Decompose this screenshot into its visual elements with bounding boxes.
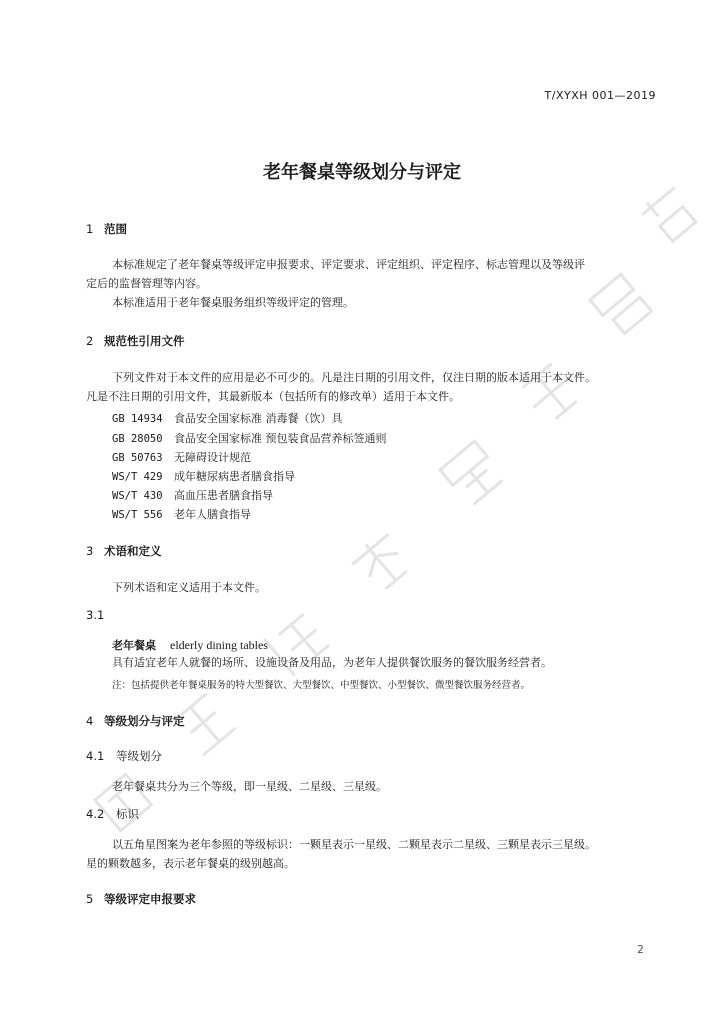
section-3-paragraph: 下列术语和定义适用于本文件。 xyxy=(112,581,266,594)
subsection-3-1-number: 3.1 xyxy=(86,608,105,622)
reference-item xyxy=(112,430,387,446)
reference-item xyxy=(112,410,343,426)
page-number: 2 xyxy=(637,943,644,956)
reference-name: 老年人膳食指导 xyxy=(174,508,251,521)
reference-code: GB 50763 xyxy=(112,452,163,464)
document-code-header: T/XYXH 001—2019 xyxy=(544,89,656,102)
reference-code: GB 28050 xyxy=(112,433,163,445)
section-1-paragraph-1-line-2: 定后的监督管理等内容。 xyxy=(86,277,207,290)
section-4-heading xyxy=(86,713,185,729)
section-title: 等级划分与评定 xyxy=(104,714,185,728)
subsection-4-2-heading xyxy=(86,806,139,822)
section-number: 1 xyxy=(86,222,94,236)
subsection-4-1-heading xyxy=(86,748,162,764)
section-title: 术语和定义 xyxy=(104,544,162,558)
section-1-paragraph-2: 本标准适用于老年餐桌服务组织等级评定的管理。 xyxy=(112,296,354,309)
reference-name: 高血压患者膳食指导 xyxy=(174,489,273,502)
section-2-paragraph-line-1: 下列文件对于本文件的应用是必不可少的。凡是注日期的引用文件，仅注日期的版本适用于本文件。 xyxy=(112,371,596,384)
reference-item xyxy=(112,468,295,484)
reference-name: 食品安全国家标准 消毒餐（饮）具 xyxy=(174,412,343,425)
reference-name: 食品安全国家标准 预包装食品营养标签通则 xyxy=(174,432,387,445)
section-title: 范围 xyxy=(104,222,127,236)
section-3-heading xyxy=(86,543,162,559)
reference-name: 成年糖尿病患者膳食指导 xyxy=(174,470,295,483)
reference-item xyxy=(112,449,251,465)
subsection-title: 标识 xyxy=(116,807,139,821)
subsection-4-2-paragraph-line-2: 星的颗数越多，表示老年餐桌的级别越高。 xyxy=(86,857,295,870)
term-entry xyxy=(112,637,268,653)
section-title: 等级评定申报要求 xyxy=(104,892,196,906)
term-definition: 具有适宜老年人就餐的场所、设施设备及用品，为老年人提供餐饮服务的餐饮服务经营者。 xyxy=(112,656,552,669)
section-2-paragraph-line-2: 凡是不注日期的引用文件，其最新版本（包括所有的修改单）适用于本文件。 xyxy=(86,390,460,403)
section-1-paragraph-1-line-1: 本标准规定了老年餐桌等级评定申报要求、评定要求、评定组织、评定程序、标志管理以及等级评 xyxy=(112,258,585,271)
section-number: 2 xyxy=(86,334,94,348)
term-chinese: 老年餐桌 xyxy=(112,639,156,652)
section-5-heading xyxy=(86,891,196,907)
subsection-number: 4.2 xyxy=(86,807,105,821)
reference-code: WS/T 556 xyxy=(112,509,163,521)
reference-item xyxy=(112,506,251,522)
subsection-number: 4.1 xyxy=(86,749,105,763)
section-title: 规范性引用文件 xyxy=(104,334,185,348)
reference-name: 无障碍设计规范 xyxy=(174,451,251,464)
subsection-4-2-paragraph-line-1: 以五角星图案为老年参照的等级标识：一颗星表示一星级、二颗星表示二星级、三颗星表示三星级。 xyxy=(112,838,596,851)
term-english: elderly dining tables xyxy=(170,638,268,652)
reference-item xyxy=(112,487,273,503)
reference-code: GB 14934 xyxy=(112,413,163,425)
term-note: 注：包括提供老年餐桌服务的特大型餐饮、大型餐饮、中型餐饮、小型餐饮、微型餐饮服务经营者。 xyxy=(112,680,531,691)
reference-code: WS/T 429 xyxy=(112,471,163,483)
subsection-4-1-paragraph: 老年餐桌共分为三个等级，即一星级、二星级、三星级。 xyxy=(112,780,387,793)
section-number: 4 xyxy=(86,714,94,728)
section-1-heading xyxy=(86,221,127,237)
document-title: 老年餐桌等级划分与评定 xyxy=(263,162,461,183)
section-2-heading xyxy=(86,333,185,349)
section-number: 5 xyxy=(86,892,94,906)
section-number: 3 xyxy=(86,544,94,558)
reference-code: WS/T 430 xyxy=(112,490,163,502)
subsection-title: 等级划分 xyxy=(116,749,162,763)
